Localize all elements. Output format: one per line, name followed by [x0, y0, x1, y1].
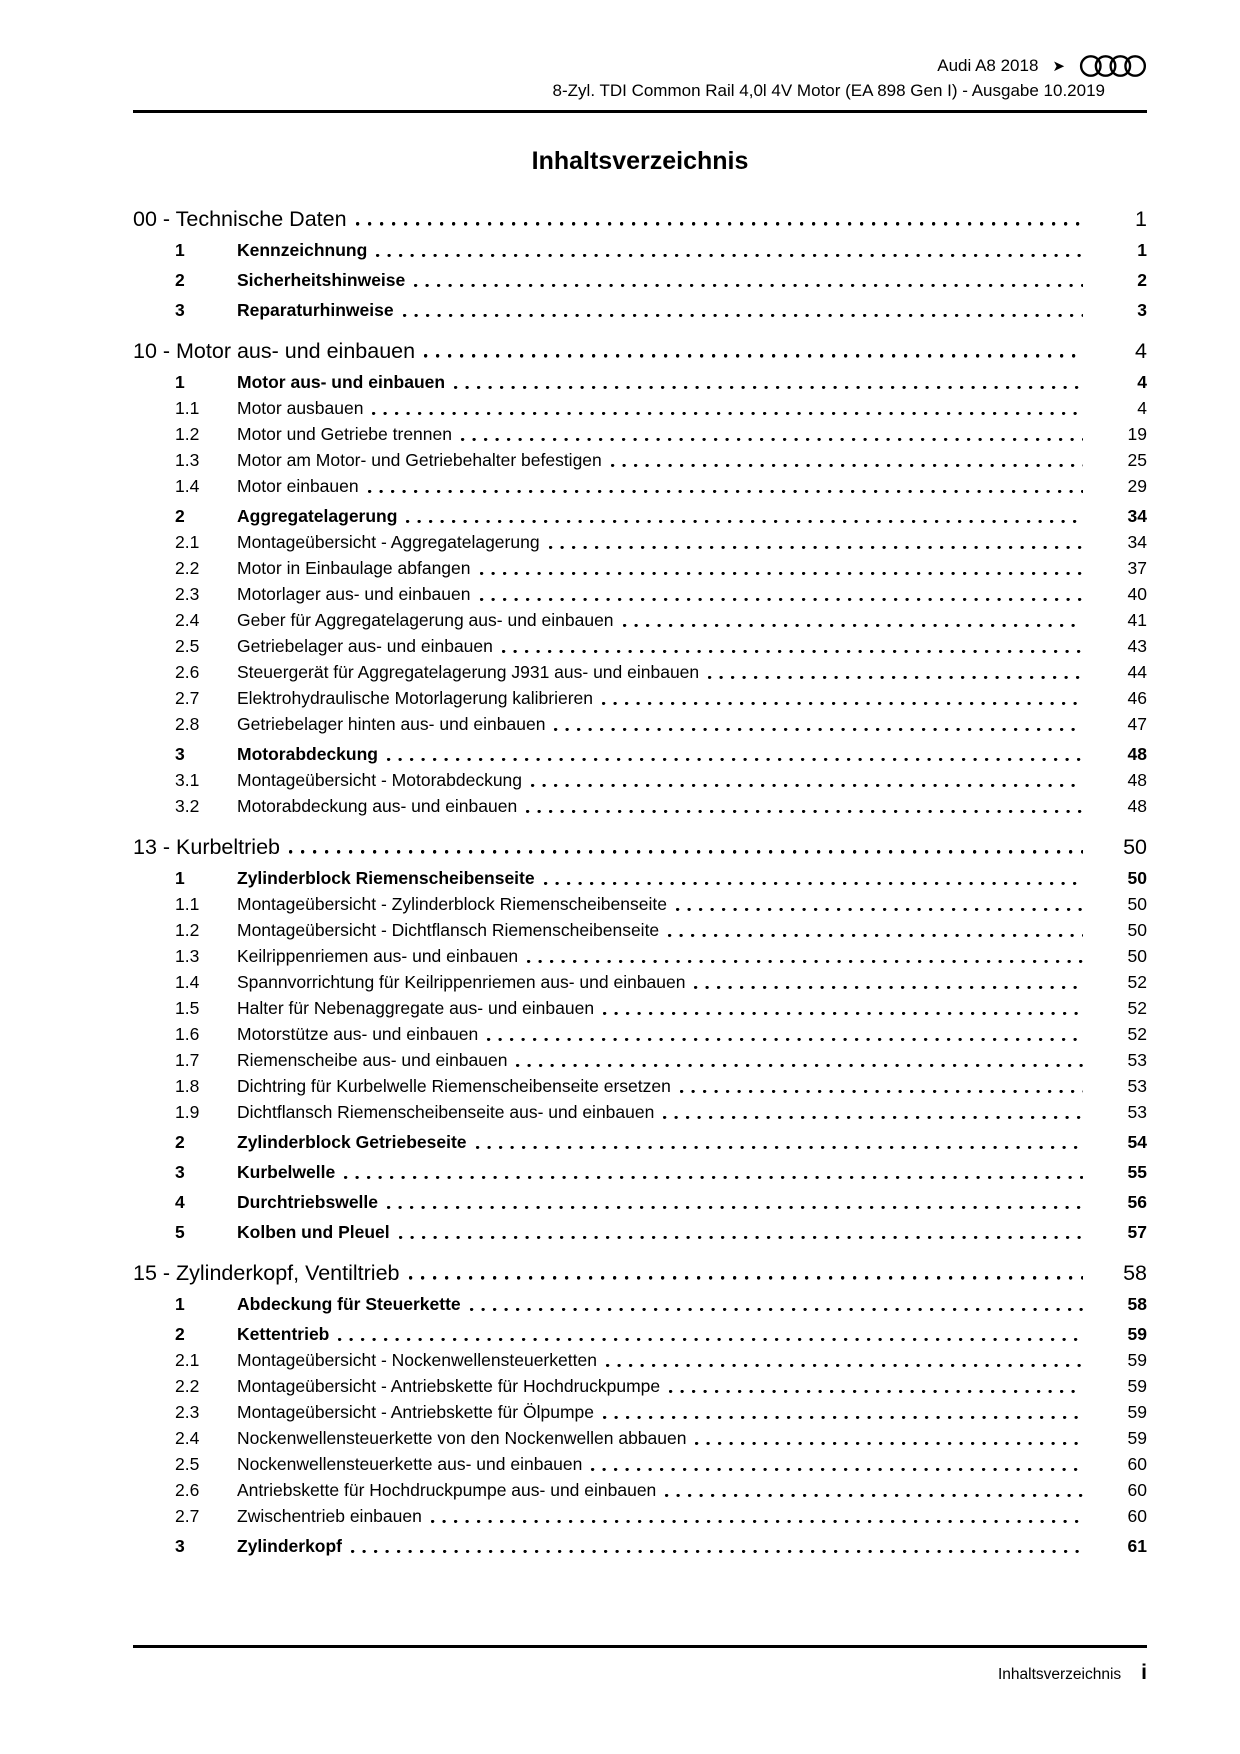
toc-chapter-row[interactable] — [133, 206, 1147, 233]
toc-page-number: 50 — [1127, 920, 1147, 940]
toc-entry-number: 2.7 — [175, 1506, 200, 1526]
toc-entry-label: Dichtring für Kurbelwelle Riemenscheibenseite ersetzen — [237, 1076, 671, 1096]
toc-entry-label: Antriebskette für Hochdruckpumpe aus- und einbauen — [237, 1480, 657, 1500]
dot-leader — [663, 1099, 1083, 1125]
toc-entry-number: 1.4 — [175, 476, 200, 496]
toc-page-number: 47 — [1127, 714, 1147, 734]
toc-page-number: 56 — [1127, 1192, 1147, 1212]
footer-line — [133, 1661, 1147, 1685]
toc-content — [133, 146, 1147, 1559]
dot-leader — [289, 834, 1083, 861]
toc-page-number: 48 — [1127, 770, 1147, 790]
toc-entry-label: Dichtflansch Riemenscheibenseite aus- und einbauen — [237, 1102, 655, 1122]
toc-entry-number: 1 — [175, 372, 185, 392]
toc-entry-label: Aggregatelagerung — [237, 506, 398, 526]
dot-leader — [606, 1347, 1083, 1373]
toc-entry-label: Motor ausbauen — [237, 398, 364, 418]
dot-leader — [406, 503, 1083, 529]
header-divider — [133, 110, 1147, 113]
toc-entry-number: 1.2 — [175, 424, 200, 444]
toc-entry-label: Motor einbauen — [237, 476, 359, 496]
toc-entry-number: 2.2 — [175, 1376, 200, 1396]
toc-page-number: 59 — [1127, 1402, 1147, 1422]
toc-entry-row[interactable] — [133, 1373, 1147, 1399]
toc-entry-label: Montageübersicht - Nockenwellensteuerketten — [237, 1350, 597, 1370]
toc-page-number: 37 — [1127, 558, 1147, 578]
toc-entry-row[interactable] — [133, 1425, 1147, 1451]
toc-entry-label: Durchtriebswelle — [237, 1192, 379, 1212]
toc-entry-row[interactable] — [133, 395, 1147, 421]
toc-entry-row[interactable] — [133, 473, 1147, 499]
toc-page-number: 19 — [1127, 424, 1147, 444]
dot-leader — [531, 767, 1083, 793]
toc-entry-number: 2.8 — [175, 714, 200, 734]
toc-entry-number: 2.1 — [175, 1350, 200, 1370]
dot-leader — [461, 421, 1083, 447]
toc-entry-label: Kolben und Pleuel — [237, 1222, 390, 1242]
dot-leader — [591, 1451, 1083, 1477]
toc-chapter-label: 13 - Kurbeltrieb — [133, 835, 280, 859]
toc-entry-label: Motorlager aus- und einbauen — [237, 584, 471, 604]
toc-entry-row[interactable] — [133, 917, 1147, 943]
toc-entry-label: Spannvorrichtung für Keilrippenriemen aus- und einbauen — [237, 972, 686, 992]
toc-page-number: 55 — [1127, 1162, 1147, 1182]
toc-entry-number: 2.6 — [175, 1480, 200, 1500]
toc-entry-row[interactable] — [133, 767, 1147, 793]
toc-entry-label: Motorabdeckung — [237, 744, 378, 764]
toc-entry-row[interactable] — [133, 1073, 1147, 1099]
dot-leader — [470, 1291, 1083, 1317]
dot-leader — [502, 633, 1083, 659]
toc-entry-number: 2.4 — [175, 610, 200, 630]
toc-entry-row[interactable] — [133, 581, 1147, 607]
dot-leader — [344, 1159, 1083, 1185]
toc-entry-label: Abdeckung für Steuerkette — [237, 1294, 461, 1314]
toc-chapter-label: 10 - Motor aus- und einbauen — [133, 339, 416, 363]
toc-entry-number: 1.1 — [175, 894, 200, 914]
toc-entry-label: Motorstütze aus- und einbauen — [237, 1024, 479, 1044]
toc-entry-number: 2.2 — [175, 558, 200, 578]
toc-page-number: 46 — [1127, 688, 1147, 708]
toc-entry-row[interactable] — [133, 1291, 1147, 1317]
toc-entry-label: Steuergerät für Aggregatelagerung J931 aus- und einbauen — [237, 662, 700, 682]
toc-page-number: 60 — [1127, 1506, 1147, 1526]
dot-leader — [387, 1189, 1083, 1215]
toc-entry-row[interactable] — [133, 421, 1147, 447]
toc-entry-number: 3.2 — [175, 796, 200, 816]
toc-entry-number: 1.5 — [175, 998, 200, 1018]
toc-page-number: 60 — [1127, 1480, 1147, 1500]
toc-entry-row[interactable] — [133, 1159, 1147, 1185]
toc-page-number: 59 — [1127, 1428, 1147, 1448]
dot-leader — [414, 267, 1083, 293]
toc-page-number: 4 — [1135, 339, 1147, 363]
toc-entry-row[interactable] — [133, 1099, 1147, 1125]
toc-entry-label: Montageübersicht - Motorabdeckung — [237, 770, 523, 790]
toc-entry-number: 1.4 — [175, 972, 200, 992]
toc-entry-row[interactable] — [133, 969, 1147, 995]
toc-page-number: 43 — [1127, 636, 1147, 656]
toc-page-number: 53 — [1127, 1102, 1147, 1122]
dot-leader — [665, 1477, 1083, 1503]
toc-page-number: 60 — [1127, 1454, 1147, 1474]
dot-leader — [544, 865, 1083, 891]
toc-entry-row[interactable] — [133, 633, 1147, 659]
dot-leader — [399, 1219, 1083, 1245]
toc-entry-number: 1 — [175, 1294, 185, 1314]
dot-leader — [356, 206, 1083, 233]
dot-leader — [368, 473, 1083, 499]
toc-page-number: 1 — [1137, 240, 1147, 260]
toc-entry-label: Montageübersicht - Dichtflansch Riemenscheibenseite — [237, 920, 660, 940]
dot-leader — [611, 447, 1083, 473]
toc-page-number: 59 — [1127, 1376, 1147, 1396]
dot-leader — [480, 581, 1084, 607]
toc-entry-number: 2.1 — [175, 532, 200, 552]
toc-entry-row[interactable] — [133, 267, 1147, 293]
toc-entry-number: 2 — [175, 1132, 185, 1152]
toc-entry-number: 2.6 — [175, 662, 200, 682]
toc-entry-label: Kennzeichnung — [237, 240, 368, 260]
toc-entry-number: 2.3 — [175, 584, 200, 604]
header-model-line — [133, 54, 1147, 78]
toc-entry-row[interactable] — [133, 1399, 1147, 1425]
toc-page-number: 1 — [1135, 207, 1147, 231]
toc-entry-row[interactable] — [133, 1533, 1147, 1559]
toc-entry-row[interactable] — [133, 503, 1147, 529]
toc-page-number: 4 — [1137, 372, 1147, 392]
dot-leader — [554, 711, 1083, 737]
toc-entry-label: Sicherheitshinweise — [237, 270, 406, 290]
toc-entry-number: 1.2 — [175, 920, 200, 940]
toc-entry-label: Keilrippenriemen aus- und einbauen — [237, 946, 519, 966]
toc-entry-label: Montageübersicht - Aggregatelagerung — [237, 532, 540, 552]
toc-entry-number: 5 — [175, 1222, 185, 1242]
page-title: Inhaltsverzeichnis — [531, 147, 749, 175]
toc-entry-label: Motorabdeckung aus- und einbauen — [237, 796, 518, 816]
toc-entry-row[interactable] — [133, 1021, 1147, 1047]
toc-entry-number: 2.4 — [175, 1428, 200, 1448]
toc-entry-row[interactable] — [133, 297, 1147, 323]
toc-entry-number: 1.7 — [175, 1050, 200, 1070]
toc-entry-label: Nockenwellensteuerkette von den Nockenwellen abbauen — [237, 1428, 687, 1448]
toc-page-number: 50 — [1123, 835, 1147, 859]
toc-page-number: 48 — [1127, 796, 1147, 816]
toc-entry-number: 3 — [175, 1536, 185, 1556]
toc-entry-label: Getriebelager aus- und einbauen — [237, 636, 493, 656]
dot-leader — [454, 369, 1083, 395]
footer-divider — [133, 1645, 1147, 1648]
toc-entry-number: 1.6 — [175, 1024, 200, 1044]
toc-chapter-row[interactable] — [133, 338, 1147, 365]
dot-leader — [603, 1399, 1083, 1425]
toc-entry-number: 1.1 — [175, 398, 200, 418]
toc-entry-row[interactable] — [133, 1451, 1147, 1477]
toc-entry-number: 3 — [175, 300, 185, 320]
dot-leader — [680, 1073, 1083, 1099]
toc-entry-row[interactable] — [133, 369, 1147, 395]
toc-entry-row[interactable] — [133, 685, 1147, 711]
toc-entry-number: 3 — [175, 744, 185, 764]
toc-entry-label: Motor aus- und einbauen — [237, 372, 446, 392]
toc-entry-row[interactable] — [133, 793, 1147, 819]
toc-chapter-row[interactable] — [133, 1260, 1147, 1287]
dot-leader — [487, 1021, 1083, 1047]
toc-chapter-label: 15 - Zylinderkopf, Ventiltrieb — [133, 1261, 400, 1285]
dot-leader — [338, 1321, 1083, 1347]
dot-leader — [602, 685, 1083, 711]
toc-page-number: 48 — [1127, 744, 1147, 764]
toc-entry-row[interactable] — [133, 607, 1147, 633]
toc-page-number: 61 — [1127, 1536, 1147, 1556]
audi-rings-icon — [1079, 54, 1147, 78]
toc-page-number: 52 — [1127, 998, 1147, 1018]
dot-leader — [695, 1425, 1083, 1451]
toc-entry-label: Halter für Nebenaggregate aus- und einbauen — [237, 998, 595, 1018]
toc-page-number: 29 — [1127, 476, 1147, 496]
dot-leader — [668, 917, 1083, 943]
toc-page-number: 2 — [1137, 270, 1147, 290]
toc-page-number: 44 — [1127, 662, 1147, 682]
toc-entry-label: Motor in Einbaulage abfangen — [237, 558, 471, 578]
toc-entry-row[interactable] — [133, 1477, 1147, 1503]
toc-entry-row[interactable] — [133, 529, 1147, 555]
header-model-text: Audi A8 2018 — [937, 56, 1039, 75]
dot-leader — [351, 1533, 1083, 1559]
toc-page-number: 25 — [1127, 450, 1147, 470]
toc-entry-label: Zylinderkopf — [237, 1536, 343, 1556]
toc-entry-number: 3.1 — [175, 770, 200, 790]
footer-label: Inhaltsverzeichnis — [997, 1666, 1122, 1683]
toc-page-number: 58 — [1123, 1261, 1147, 1285]
toc-entry-label: Elektrohydraulische Motorlagerung kalibrieren — [237, 688, 594, 708]
dot-leader — [431, 1503, 1083, 1529]
toc-entry-number: 1.3 — [175, 946, 200, 966]
toc-entry-number: 1 — [175, 240, 185, 260]
toc-page-number: 57 — [1127, 1222, 1147, 1242]
dot-leader — [669, 1373, 1083, 1399]
toc-entry-label: Kettentrieb — [237, 1324, 330, 1344]
toc-page-number: 34 — [1127, 506, 1147, 526]
dot-leader — [603, 995, 1083, 1021]
toc-page-number: 50 — [1127, 946, 1147, 966]
dot-leader — [409, 1260, 1084, 1287]
page-footer — [133, 1645, 1147, 1685]
toc-entry-label: Montageübersicht - Antriebskette für Ölpumpe — [237, 1402, 594, 1422]
toc-entry-number: 2.3 — [175, 1402, 200, 1422]
toc-page-number: 41 — [1127, 610, 1147, 630]
toc-entry-row[interactable] — [133, 237, 1147, 263]
toc-entry-number: 2.7 — [175, 688, 200, 708]
toc-entry-label: Montageübersicht - Antriebskette für Hochdruckpumpe — [237, 1376, 661, 1396]
toc — [133, 206, 1147, 1559]
toc-entry-row[interactable] — [133, 741, 1147, 767]
footer-page-number: i — [1141, 1661, 1147, 1684]
toc-entry-label: Getriebelager hinten aus- und einbauen — [237, 714, 546, 734]
toc-chapter-row[interactable] — [133, 834, 1147, 861]
dot-leader — [476, 1129, 1083, 1155]
toc-page-number: 52 — [1127, 972, 1147, 992]
toc-page-number: 53 — [1127, 1050, 1147, 1070]
header-engine-line: 8-Zyl. TDI Common Rail 4,0l 4V Motor (EA 898 Gen I) - Ausgabe 10.2019 — [552, 81, 1105, 100]
toc-entry-number: 2 — [175, 506, 185, 526]
toc-entry-row[interactable] — [133, 1503, 1147, 1529]
toc-page-number: 50 — [1127, 894, 1147, 914]
toc-entry-row[interactable] — [133, 1321, 1147, 1347]
toc-entry-label: Kurbelwelle — [237, 1162, 336, 1182]
toc-entry-label: Nockenwellensteuerkette aus- und einbauen — [237, 1454, 583, 1474]
toc-page-number: 4 — [1137, 398, 1147, 418]
toc-entry-row[interactable] — [133, 1189, 1147, 1215]
toc-entry-label: Riemenscheibe aus- und einbauen — [237, 1050, 508, 1070]
toc-entry-number: 2 — [175, 1324, 185, 1344]
toc-entry-row[interactable] — [133, 1219, 1147, 1245]
toc-entry-row[interactable] — [133, 891, 1147, 917]
toc-entry-row[interactable] — [133, 1347, 1147, 1373]
toc-page-number: 59 — [1127, 1324, 1147, 1344]
toc-page-number: 58 — [1127, 1294, 1147, 1314]
dot-leader — [376, 237, 1083, 263]
dot-leader — [527, 943, 1083, 969]
toc-page-number: 34 — [1127, 532, 1147, 552]
toc-entry-number: 2 — [175, 270, 185, 290]
forward-arrow-icon: ➤ — [1052, 58, 1065, 75]
toc-entry-row[interactable] — [133, 555, 1147, 581]
toc-entry-label: Motor und Getriebe trennen — [237, 424, 452, 444]
toc-entry-label: Zylinderblock Riemenscheibenseite — [237, 868, 535, 888]
dot-leader — [623, 607, 1083, 633]
dot-leader — [549, 529, 1083, 555]
dot-leader — [387, 741, 1083, 767]
toc-entry-row[interactable] — [133, 711, 1147, 737]
toc-page-number: 52 — [1127, 1024, 1147, 1044]
dot-leader — [676, 891, 1083, 917]
toc-entry-number: 1.3 — [175, 450, 200, 470]
dot-leader — [526, 793, 1083, 819]
dot-leader — [516, 1047, 1083, 1073]
toc-entry-number: 1.9 — [175, 1102, 200, 1122]
toc-entry-row[interactable] — [133, 865, 1147, 891]
toc-chapter-label: 00 - Technische Daten — [133, 207, 347, 231]
toc-entry-number: 2.5 — [175, 636, 200, 656]
toc-entry-label: Zylinderblock Getriebeseite — [237, 1132, 467, 1152]
toc-page-number: 3 — [1137, 300, 1147, 320]
toc-entry-label: Reparaturhinweise — [237, 300, 394, 320]
toc-entry-row[interactable] — [133, 943, 1147, 969]
toc-entry-number: 2.5 — [175, 1454, 200, 1474]
toc-entry-label: Geber für Aggregatelagerung aus- und einbauen — [237, 610, 614, 630]
dot-leader — [403, 297, 1083, 323]
dot-leader — [708, 659, 1083, 685]
toc-entry-number: 4 — [175, 1192, 185, 1212]
toc-page-number: 54 — [1127, 1132, 1147, 1152]
toc-entry-number: 1 — [175, 868, 185, 888]
toc-page-number: 50 — [1127, 868, 1147, 888]
toc-entry-row[interactable] — [133, 1129, 1147, 1155]
page-header — [133, 54, 1147, 113]
toc-page-number: 53 — [1127, 1076, 1147, 1096]
toc-page-number: 59 — [1127, 1350, 1147, 1370]
dot-leader — [424, 338, 1083, 365]
toc-entry-number: 3 — [175, 1162, 185, 1182]
toc-entry-row[interactable] — [133, 995, 1147, 1021]
toc-entry-label: Montageübersicht - Zylinderblock Riemenscheibenseite — [237, 894, 667, 914]
toc-entry-row[interactable] — [133, 659, 1147, 685]
dot-leader — [480, 555, 1083, 581]
dot-leader — [694, 969, 1083, 995]
dot-leader — [372, 395, 1083, 421]
toc-page-number: 40 — [1127, 584, 1147, 604]
toc-entry-row[interactable] — [133, 447, 1147, 473]
toc-entry-label: Motor am Motor- und Getriebehalter befestigen — [237, 450, 602, 470]
toc-entry-label: Zwischentrieb einbauen — [237, 1506, 422, 1526]
toc-entry-number: 1.8 — [175, 1076, 200, 1096]
toc-entry-row[interactable] — [133, 1047, 1147, 1073]
